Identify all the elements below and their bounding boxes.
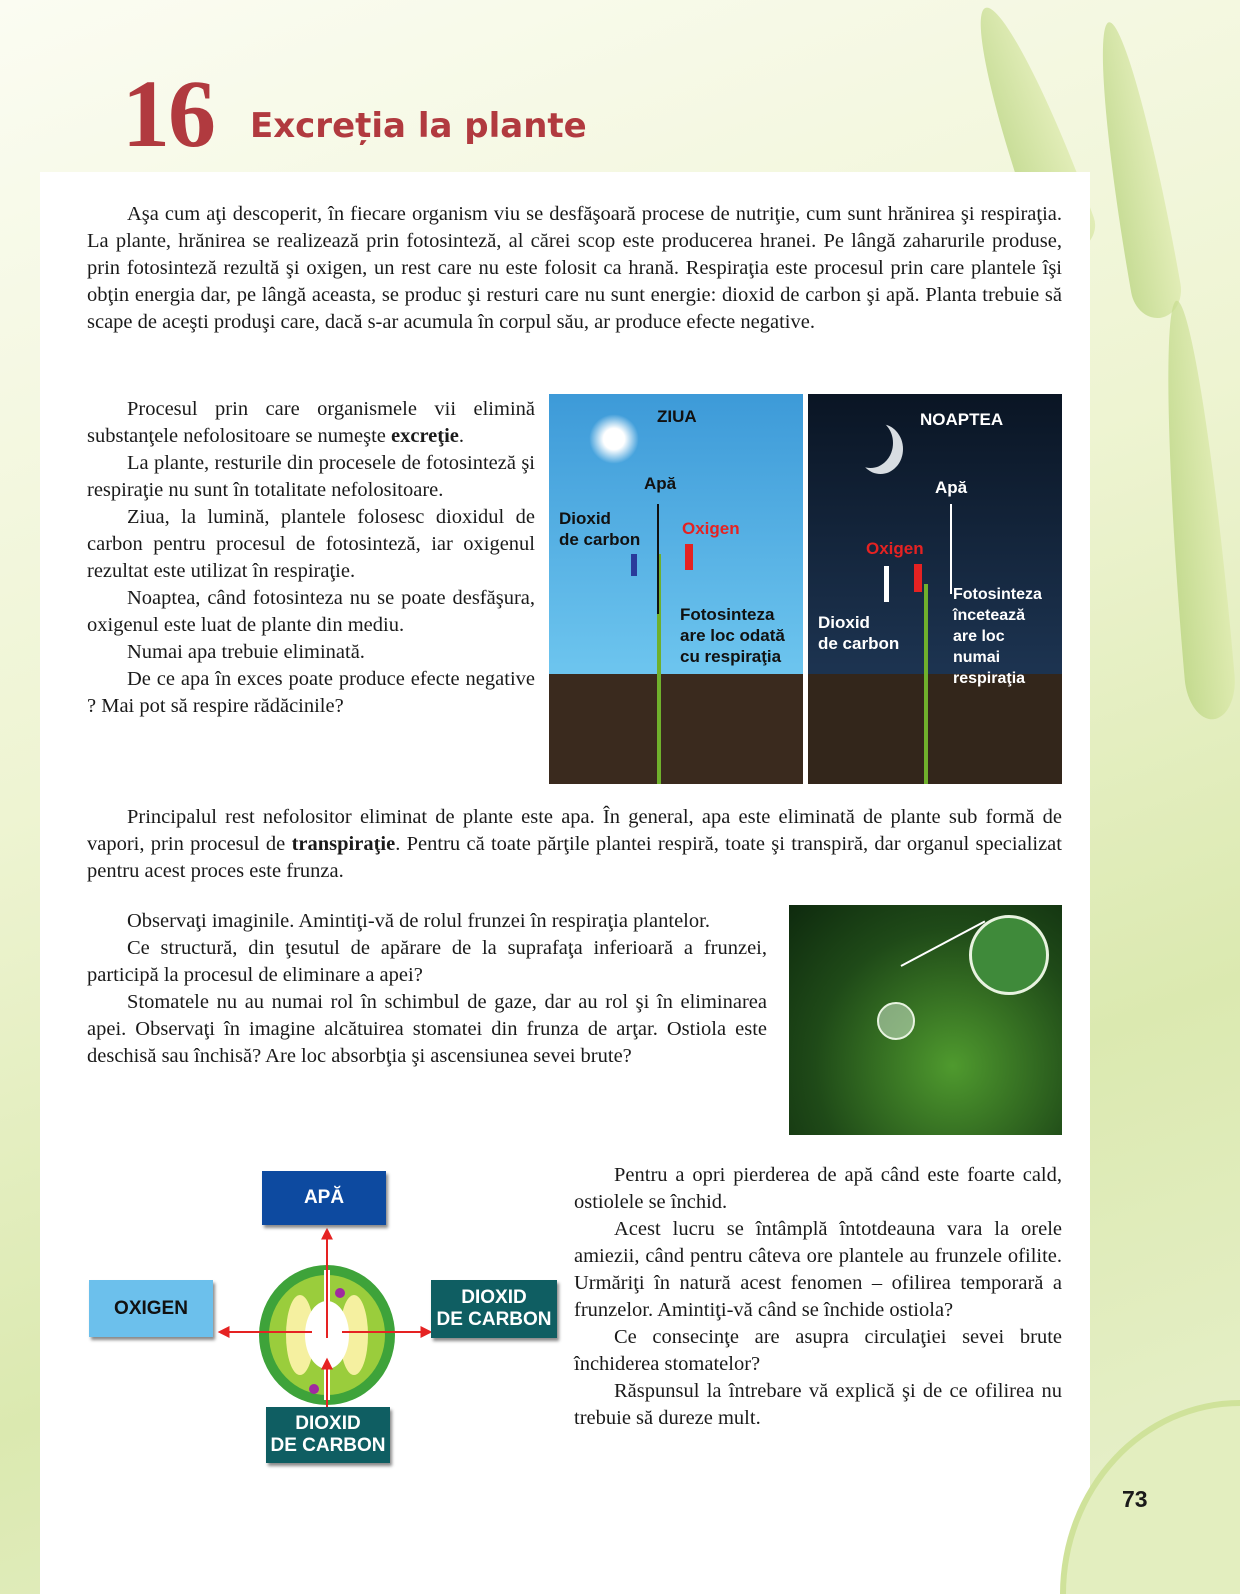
oxygen-arrow xyxy=(685,544,693,570)
oxygen-arrow xyxy=(914,564,922,592)
co2-arrow xyxy=(884,566,889,602)
term-excretie: excreţie xyxy=(391,425,459,447)
soil xyxy=(549,674,803,784)
soil xyxy=(808,674,1062,784)
co2-arrow xyxy=(631,554,637,576)
box-oxygen: OXIGEN xyxy=(89,1280,213,1337)
moon-icon xyxy=(848,418,893,468)
closing-text: Pentru a opri pierderea de apă când este foarte cald, ostiolele se închid. Acest lucru se întâmplă întotdeauna vara la orele amiezii, când pentru câteva ore plantele au frunzele ofilite. Urmăriţi în natură acest fenomen – ofilirea temporară a frunzelor. Amintiţi-vă când se închide ostiola? Ce consecinţe are asupra circulaţiei sevei brute închiderea stomatelor? Răspunsul la întrebare vă explică şi de ce ofilirea nu trebuie să dureze mult. xyxy=(574,1164,1062,1429)
day-illustration: ZIUA Apă Dioxid de carbon Oxigen Fotosinteza are loc odată cu respiraţia xyxy=(549,394,803,784)
sun-icon xyxy=(589,414,639,464)
box-co2-bottom: DIOXID DE CARBON xyxy=(266,1407,390,1463)
lesson-number: 16 xyxy=(122,60,214,167)
observe-text: Observaţi imaginile. Amintiţi-vă de rolul frunzei în respiraţia plantelor. Ce structură, din ţesutul de apărare de la suprafaţa inferioară a frunzei, participă la procesul de eliminare a apei? Stomatele nu au numai rol în schimbul de gaze, dar au rol şi în eliminarea apei. Observaţi în imagine alcătuirea stomatei din frunza de arţar. Ostiola este deschisă sau închisă? Are loc absorbţia şi ascensiunea sevei brute? xyxy=(87,910,767,1067)
water-arrow xyxy=(657,504,659,614)
page-title: Excreția la plante xyxy=(250,106,587,146)
box-co2-right: DIOXID DE CARBON xyxy=(431,1280,557,1338)
water-arrow xyxy=(950,504,952,594)
stoma-location-circle xyxy=(877,1002,915,1040)
term-transpiratie: transpiraţie xyxy=(291,833,396,855)
maple-leaf-photo xyxy=(789,905,1062,1135)
night-title: NOAPTEA xyxy=(920,410,1004,429)
box-water: APĂ xyxy=(262,1171,386,1225)
seedling xyxy=(924,584,928,784)
stoma-magnified-circle xyxy=(969,915,1049,995)
transpiration-paragraph: Principalul rest nefolositor eliminat de plante este apa. În general, apa este eliminată de plante sub formă de vapori, prin procesul de transpiraţie. Pentru că toate părţile plantei respiră, toate şi transpiră, dar organul specializat pentru acest proces este frunza. xyxy=(87,806,1062,882)
night-illustration: NOAPTEA Apă Oxigen Dioxid de carbon Fotosinteza încetează are loc numai respiraţia xyxy=(808,394,1062,784)
page-number: 73 xyxy=(1122,1486,1148,1512)
day-title: ZIUA xyxy=(657,407,697,426)
left-column-text: Procesul prin care organismele vii elimină substanţele nefolositoare se numeşte excreţie. La plante, resturile din procesele de fotosinteză şi respiraţie nu sunt în totalitate nefolositoare. Ziua, la lumină, plantele folosesc dioxidul de carbon pentru procesul de fotosinteză, iar oxigenul rezultat este utilizat în respiraţie. Noaptea, când fotosinteza nu se poate desfăşura, oxigenul este luat de plante din mediu. Numai apa trebuie eliminată. De ce apa în exces poate produce efecte negative ? Mai pot să respire rădăcinile? xyxy=(87,398,535,717)
intro-paragraph: Aşa cum aţi descoperit, în fiecare organism viu se desfăşoară procese de nutriţie, cum sunt hrănirea şi respiraţia. La plante, hrănirea se realizează prin fotosinteză, al cărei scop este producerea hranei. Pe lângă zaharurile produse, prin fotosinteză rezultă şi oxigen, un rest care nu este folosit ca hrană. Respiraţia este procesul prin care plantele îşi obţin energia dar, pe lângă aceasta, se produc şi resturi care nu sunt energie: dioxid de carbon şi apă. Planta trebuie să scape de aceşti produşi care, dacă s-ar acumula în corpul său, ar produce efecte negative. xyxy=(87,203,1062,333)
